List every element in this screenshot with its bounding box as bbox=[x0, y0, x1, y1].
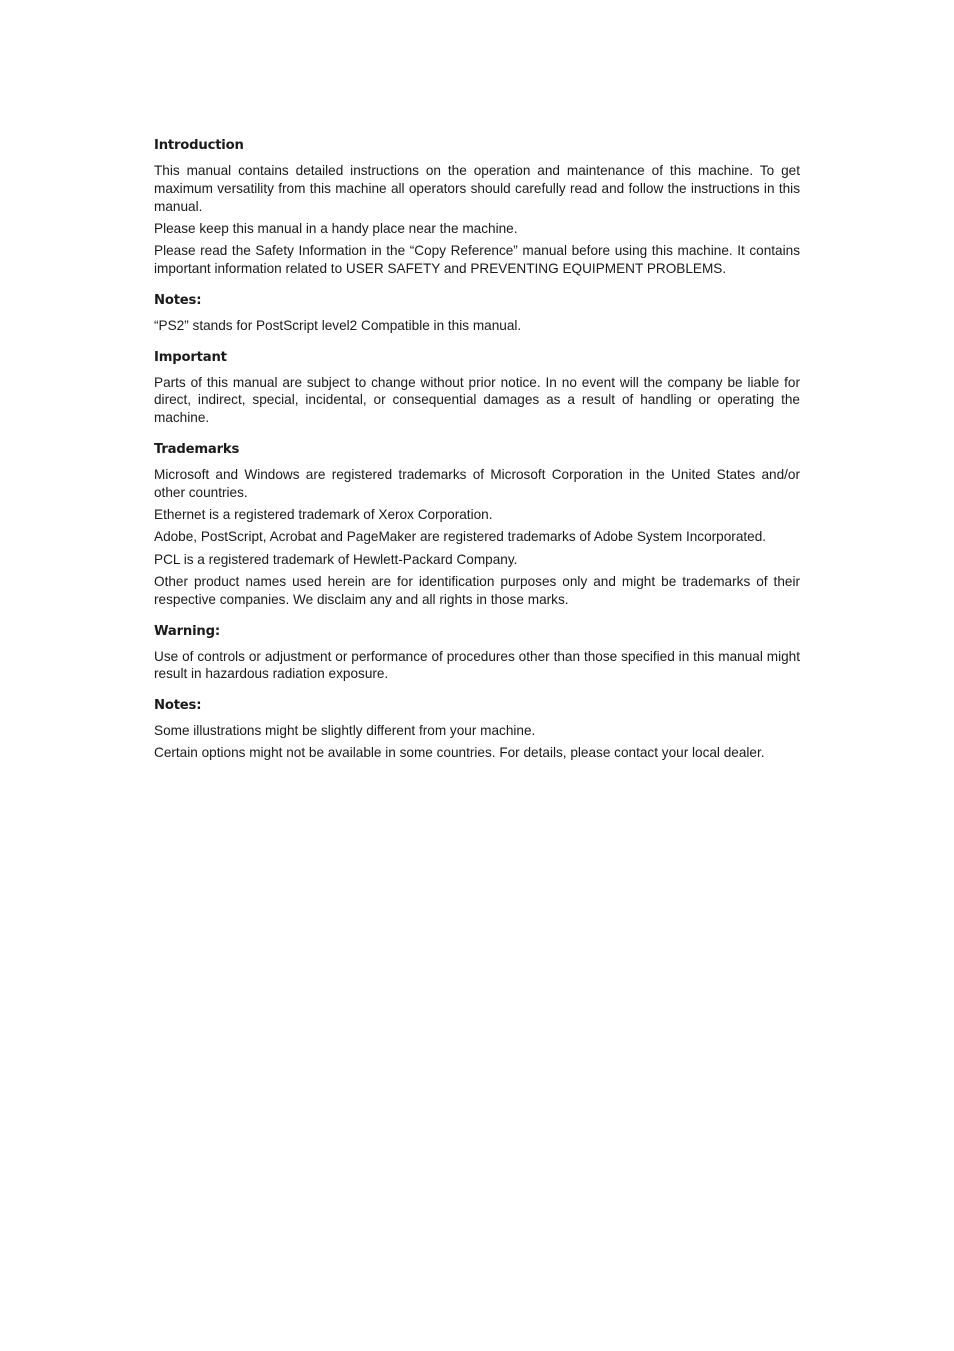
section-heading: Notes: bbox=[154, 698, 202, 714]
paragraph: Please read the Safety Information in the “Copy Reference” manual before using this machine. It contains important information related to USER SAFETY and PREVENTING EQUIPMENT PROBLEMS. bbox=[154, 243, 800, 276]
section-heading: Warning: bbox=[154, 623, 220, 639]
section-heading: Trademarks bbox=[154, 441, 240, 457]
document-page bbox=[154, 137, 800, 776]
section-heading: Notes: bbox=[154, 292, 202, 308]
paragraph: Some illustrations might be slightly different from your machine. bbox=[154, 723, 536, 739]
paragraph: “PS2” stands for PostScript level2 Compatible in this manual. bbox=[154, 317, 522, 333]
section-trademarks bbox=[154, 441, 800, 609]
paragraph: PCL is a registered trademark of Hewlett-Packard Company. bbox=[154, 551, 518, 567]
paragraph: Microsoft and Windows are registered trademarks of Microsoft Corporation in the United States and/or other countries. bbox=[154, 466, 800, 500]
paragraph: Use of controls or adjustment or performance of procedures other than those specified in this manual might result in hazardous radiation exposure. bbox=[154, 648, 800, 682]
section-notes-illustrations bbox=[154, 697, 800, 762]
paragraph: Certain options might not be available in some countries. For details, please contact your local dealer. bbox=[154, 745, 765, 761]
section-introduction bbox=[154, 137, 800, 278]
section-notes-ps2 bbox=[154, 292, 800, 335]
paragraph: Please keep this manual in a handy place near the machine. bbox=[154, 220, 518, 236]
section-important bbox=[154, 349, 800, 427]
section-heading: Introduction bbox=[154, 138, 244, 153]
section-heading: Important bbox=[154, 349, 227, 365]
paragraph: Adobe, PostScript, Acrobat and PageMaker are registered trademarks of Adobe System Incorporated. bbox=[154, 529, 767, 545]
section-warning bbox=[154, 623, 800, 684]
paragraph: Parts of this manual are subject to change without prior notice. In no event will the company be liable for direct, indirect, special, incidental, or consequential damages as a result of handling or operating the machine. bbox=[154, 374, 800, 426]
paragraph: Other product names used herein are for identification purposes only and might be trademarks of their respective companies. We disclaim any and all rights in those marks. bbox=[154, 573, 800, 607]
paragraph: This manual contains detailed instructions on the operation and maintenance of this machine. To get maximum versatility from this machine all operators should carefully read and follow the instructions in this manual. bbox=[154, 163, 800, 214]
paragraph: Ethernet is a registered trademark of Xerox Corporation. bbox=[154, 507, 493, 523]
